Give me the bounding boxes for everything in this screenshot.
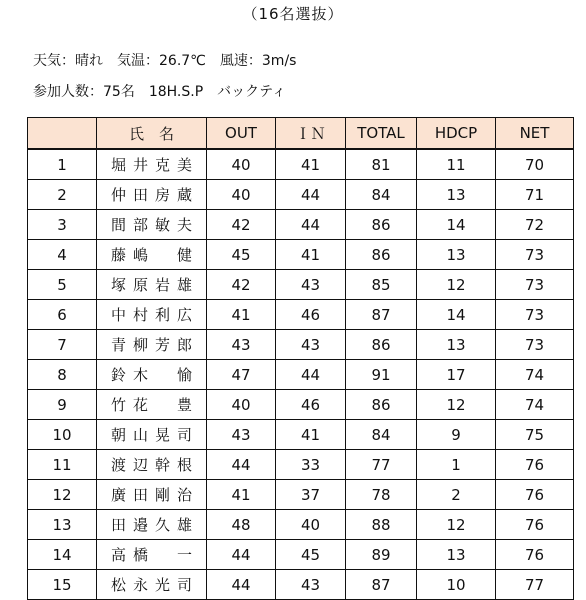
name-cell: 中村利広 [97, 300, 207, 330]
table-row [28, 450, 574, 480]
name-cell: 廣田剛治 [97, 480, 207, 510]
total-cell: 86 [346, 390, 417, 420]
in-cell: 41 [276, 149, 346, 180]
in-cell: 44 [276, 180, 346, 210]
table-row [28, 570, 574, 600]
net-cell: 77 [496, 570, 574, 600]
out-cell: 42 [207, 270, 276, 300]
out-cell: 40 [207, 390, 276, 420]
header-rank [28, 118, 97, 150]
table-row [28, 390, 574, 420]
hdcp-cell: 11 [417, 149, 496, 180]
rank-cell: 11 [28, 450, 97, 480]
hdcp-cell: 14 [417, 300, 496, 330]
rank-cell: 8 [28, 360, 97, 390]
hdcp-cell: 2 [417, 480, 496, 510]
hdcp-cell: 13 [417, 240, 496, 270]
table-row [28, 240, 574, 270]
net-cell: 73 [496, 270, 574, 300]
total-cell: 89 [346, 540, 417, 570]
header-hdcp: HDCP [417, 118, 496, 150]
table-row [28, 330, 574, 360]
rank-cell: 2 [28, 180, 97, 210]
name-cell: 青柳芳郎 [97, 330, 207, 360]
hdcp-cell: 13 [417, 330, 496, 360]
participants-info: 参加人数：75名 18H.S.P バックティ [33, 84, 287, 100]
out-cell: 41 [207, 300, 276, 330]
name-cell: 高橋 一 [97, 540, 207, 570]
in-cell: 46 [276, 390, 346, 420]
net-cell: 76 [496, 510, 574, 540]
table-row [28, 300, 574, 330]
table-row [28, 210, 574, 240]
out-cell: 43 [207, 420, 276, 450]
net-cell: 74 [496, 390, 574, 420]
table-body [28, 149, 574, 600]
total-cell: 87 [346, 570, 417, 600]
in-cell: 44 [276, 210, 346, 240]
rank-cell: 7 [28, 330, 97, 360]
name-cell: 朝山晃司 [97, 420, 207, 450]
out-cell: 43 [207, 330, 276, 360]
net-cell: 73 [496, 240, 574, 270]
out-cell: 42 [207, 210, 276, 240]
name-cell: 仲田房蔵 [97, 180, 207, 210]
out-cell: 48 [207, 510, 276, 540]
name-cell: 堀井克美 [97, 149, 207, 180]
in-cell: 41 [276, 240, 346, 270]
in-cell: 43 [276, 570, 346, 600]
name-cell: 藤嶋 健 [97, 240, 207, 270]
hdcp-cell: 14 [417, 210, 496, 240]
rank-cell: 9 [28, 390, 97, 420]
rank-cell: 3 [28, 210, 97, 240]
rank-cell: 6 [28, 300, 97, 330]
out-cell: 44 [207, 450, 276, 480]
net-cell: 73 [496, 330, 574, 360]
hdcp-cell: 9 [417, 420, 496, 450]
weather-info: 天気：晴れ 気温：26.7℃ 風速：3m/s [33, 53, 297, 69]
rank-cell: 10 [28, 420, 97, 450]
hdcp-cell: 13 [417, 540, 496, 570]
name-cell: 間部敏夫 [97, 210, 207, 240]
rank-cell: 14 [28, 540, 97, 570]
results-table [27, 117, 574, 600]
net-cell: 73 [496, 300, 574, 330]
header-out: OUT [207, 118, 276, 150]
net-cell: 76 [496, 540, 574, 570]
hdcp-cell: 17 [417, 360, 496, 390]
hdcp-cell: 12 [417, 270, 496, 300]
in-cell: 43 [276, 330, 346, 360]
out-cell: 47 [207, 360, 276, 390]
table-header-row [28, 118, 574, 150]
table-row [28, 540, 574, 570]
out-cell: 45 [207, 240, 276, 270]
total-cell: 91 [346, 360, 417, 390]
table-row [28, 510, 574, 540]
net-cell: 71 [496, 180, 574, 210]
in-cell: 44 [276, 360, 346, 390]
total-cell: 77 [346, 450, 417, 480]
rank-cell: 1 [28, 149, 97, 180]
net-cell: 75 [496, 420, 574, 450]
rank-cell: 12 [28, 480, 97, 510]
name-cell: 塚原岩雄 [97, 270, 207, 300]
in-cell: 45 [276, 540, 346, 570]
out-cell: 44 [207, 570, 276, 600]
hdcp-cell: 12 [417, 510, 496, 540]
name-cell: 松永光司 [97, 570, 207, 600]
in-cell: 33 [276, 450, 346, 480]
in-cell: 41 [276, 420, 346, 450]
header-name: 氏 名 [97, 118, 207, 150]
in-cell: 40 [276, 510, 346, 540]
hdcp-cell: 13 [417, 180, 496, 210]
name-cell: 田邉久雄 [97, 510, 207, 540]
total-cell: 86 [346, 210, 417, 240]
net-cell: 76 [496, 450, 574, 480]
rank-cell: 4 [28, 240, 97, 270]
total-cell: 85 [346, 270, 417, 300]
name-cell: 竹花 豊 [97, 390, 207, 420]
rank-cell: 13 [28, 510, 97, 540]
net-cell: 76 [496, 480, 574, 510]
total-cell: 88 [346, 510, 417, 540]
total-cell: 86 [346, 240, 417, 270]
name-cell: 鈴木 愉 [97, 360, 207, 390]
table-row [28, 420, 574, 450]
net-cell: 72 [496, 210, 574, 240]
net-cell: 74 [496, 360, 574, 390]
out-cell: 40 [207, 149, 276, 180]
net-cell: 70 [496, 149, 574, 180]
page-subtitle: （16名選抜） [242, 5, 344, 23]
in-cell: 43 [276, 270, 346, 300]
header-in: ＩＮ [276, 118, 346, 150]
rank-cell: 15 [28, 570, 97, 600]
total-cell: 87 [346, 300, 417, 330]
hdcp-cell: 10 [417, 570, 496, 600]
hdcp-cell: 12 [417, 390, 496, 420]
in-cell: 46 [276, 300, 346, 330]
out-cell: 44 [207, 540, 276, 570]
header-net: NET [496, 118, 574, 150]
total-cell: 84 [346, 420, 417, 450]
header-total: TOTAL [346, 118, 417, 150]
name-cell: 渡辺幹根 [97, 450, 207, 480]
table-row [28, 270, 574, 300]
total-cell: 84 [346, 180, 417, 210]
in-cell: 37 [276, 480, 346, 510]
total-cell: 78 [346, 480, 417, 510]
total-cell: 86 [346, 330, 417, 360]
out-cell: 40 [207, 180, 276, 210]
table-row [28, 149, 574, 180]
out-cell: 41 [207, 480, 276, 510]
table-row [28, 180, 574, 210]
table-row [28, 360, 574, 390]
total-cell: 81 [346, 149, 417, 180]
hdcp-cell: 1 [417, 450, 496, 480]
rank-cell: 5 [28, 270, 97, 300]
table-row [28, 480, 574, 510]
